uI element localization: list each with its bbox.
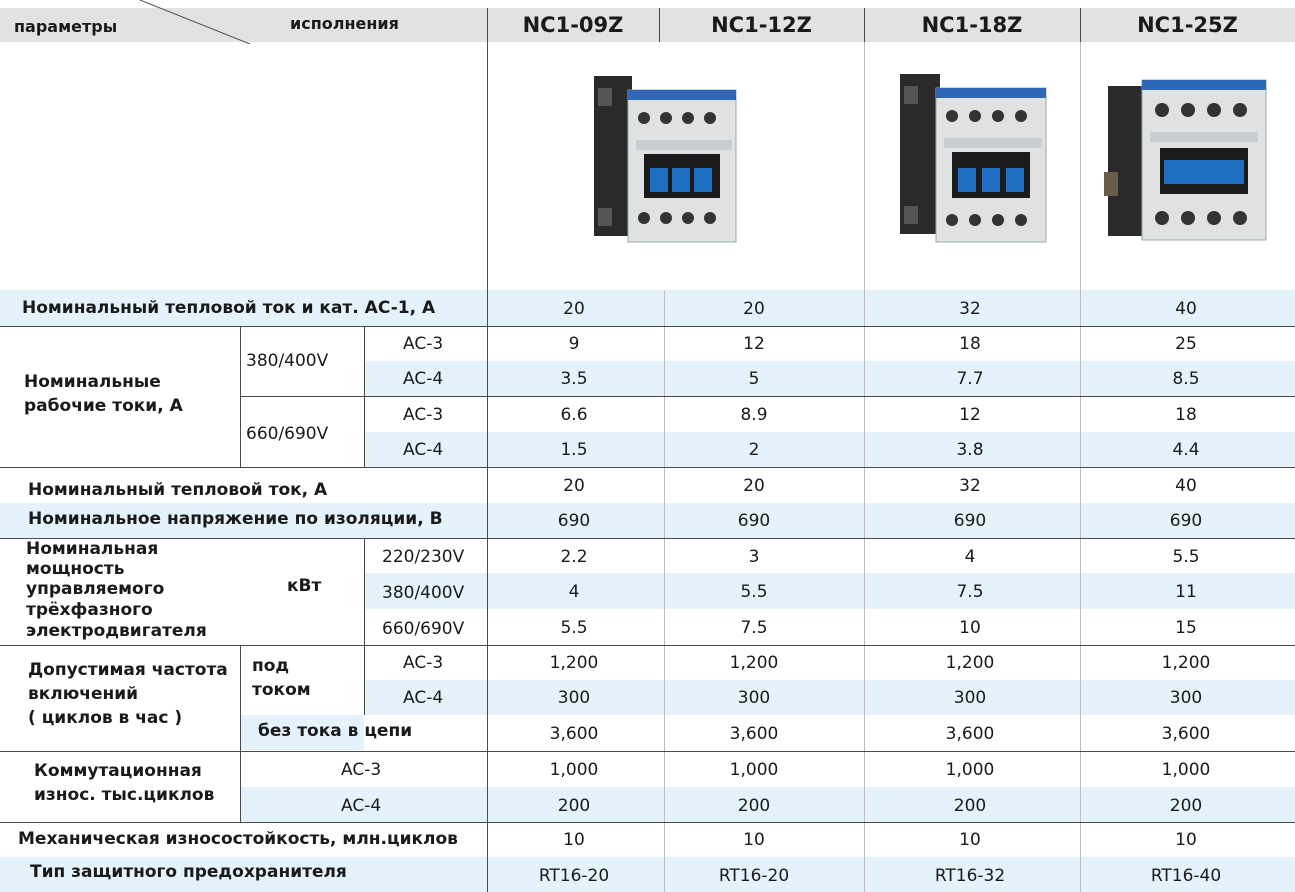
- model-name-nc1-18z: NC1-18Z: [921, 13, 1023, 37]
- cell: 5.5: [560, 618, 588, 638]
- row-label-switching: Коммутационная: [34, 761, 202, 781]
- row-label-working-currents: Номинальные: [24, 372, 161, 392]
- cell: 32: [959, 476, 981, 496]
- cell: 10: [563, 830, 585, 850]
- category-label: AC-3: [341, 760, 382, 780]
- header-divider: [659, 8, 660, 42]
- row-label-power: Номинальная: [26, 539, 159, 559]
- cell: 3: [748, 547, 760, 567]
- cell: 12: [743, 334, 765, 354]
- row-label-frequency: включений: [28, 684, 139, 704]
- group-separator: [0, 822, 1295, 823]
- sub-column-divider: [364, 538, 365, 645]
- cell: 10: [959, 830, 981, 850]
- row-label-working-currents-2: рабочие токи, A: [24, 396, 183, 416]
- cell: 20: [743, 299, 765, 319]
- voltage-label-380: 380/400V: [246, 351, 329, 371]
- row-label-thermal: Номинальный тепловой ток, A: [28, 480, 328, 500]
- cell: 690: [557, 511, 591, 531]
- cell: RT16-20: [538, 866, 610, 886]
- cell: 200: [557, 796, 591, 816]
- cell: 300: [737, 688, 771, 708]
- category-label: AC-4: [403, 688, 444, 708]
- sub-column-divider: [364, 645, 365, 715]
- cell: 15: [1175, 618, 1197, 638]
- cell: 2: [748, 440, 760, 460]
- header-divider: [487, 8, 488, 42]
- cell: 25: [1175, 334, 1197, 354]
- category-label: AC-3: [403, 334, 444, 354]
- cell: 690: [1169, 511, 1203, 531]
- cell: 3,600: [945, 724, 995, 744]
- group-separator: [240, 396, 1295, 397]
- cell: 12: [959, 405, 981, 425]
- contactor-image-nc1-09z: [580, 68, 740, 248]
- row-label-frequency: Допустимая частота: [28, 660, 228, 680]
- category-label: AC-4: [403, 440, 444, 460]
- cell: 300: [1169, 688, 1203, 708]
- group-separator: [0, 538, 1295, 539]
- voltage-label: 660/690V: [382, 619, 465, 639]
- voltage-label: 220/230V: [382, 547, 465, 567]
- cell: 6.6: [560, 405, 588, 425]
- row-label-mechanical: Механическая износостойкость, млн.циклов: [18, 829, 458, 849]
- cell: 18: [1175, 405, 1197, 425]
- cell: 5: [748, 369, 760, 389]
- header-divider: [1080, 8, 1081, 42]
- cell: 11: [1175, 582, 1197, 602]
- image-column-divider: [864, 42, 865, 290]
- header-divider: [864, 8, 865, 42]
- image-column-divider: [487, 42, 488, 290]
- under-load-label: током: [252, 680, 311, 700]
- sub-column-divider: [240, 326, 241, 467]
- cell: 200: [1169, 796, 1203, 816]
- cell: 690: [737, 511, 771, 531]
- contactor-image-nc1-25z: [1102, 72, 1272, 248]
- cell: 4.4: [1172, 440, 1200, 460]
- row-label-power: трёхфазного: [26, 600, 153, 620]
- cell: 3,600: [729, 724, 779, 744]
- no-current-label: без тока в цепи: [258, 721, 413, 741]
- cell: 300: [557, 688, 591, 708]
- row-label-thermal-ac1: Номинальный тепловой ток и кат. AC-1, A: [22, 298, 436, 318]
- cell: 7.5: [956, 582, 984, 602]
- cell: 1,000: [729, 760, 779, 780]
- group-separator: [0, 751, 1295, 752]
- group-separator: [0, 645, 1295, 646]
- sub-column-divider: [240, 645, 241, 751]
- group-separator: [0, 467, 1295, 468]
- power-unit-label: кВт: [287, 576, 322, 596]
- cell: 1,200: [1161, 653, 1211, 673]
- row-label-frequency: ( циклов в час ): [28, 708, 183, 728]
- cell: 1,200: [729, 653, 779, 673]
- voltage-label-660: 660/690V: [246, 424, 329, 444]
- cell: 1,200: [945, 653, 995, 673]
- sub-column-divider: [240, 751, 241, 822]
- cell: 1,000: [1161, 760, 1211, 780]
- cell: RT16-40: [1150, 866, 1222, 886]
- category-label: AC-4: [341, 796, 382, 816]
- cell: 1,000: [549, 760, 599, 780]
- cell: 7.5: [740, 618, 768, 638]
- cell: 4: [568, 582, 580, 602]
- category-label: AC-4: [403, 369, 444, 389]
- cell: RT16-20: [718, 866, 790, 886]
- image-column-divider: [1080, 42, 1081, 290]
- cell: 1,200: [549, 653, 599, 673]
- cell: 20: [743, 476, 765, 496]
- cell: 10: [743, 830, 765, 850]
- sub-column-divider: [364, 326, 365, 467]
- cell: 8.5: [1172, 369, 1200, 389]
- cell: 10: [1175, 830, 1197, 850]
- cell: 18: [959, 334, 981, 354]
- header-params-label: параметры: [14, 17, 118, 36]
- cell: 20: [563, 299, 585, 319]
- cell: 3.8: [956, 440, 984, 460]
- cell: 690: [953, 511, 987, 531]
- model-name-nc1-25z: NC1-25Z: [1137, 13, 1238, 37]
- cell: 300: [953, 688, 987, 708]
- cell: RT16-32: [934, 866, 1006, 886]
- cell: 2.2: [560, 547, 588, 567]
- row-label-switching-2: износ. тыс.циклов: [34, 785, 215, 805]
- cell: 32: [959, 299, 981, 319]
- cell: 3,600: [1161, 724, 1211, 744]
- cell: 7.7: [956, 369, 984, 389]
- cell: 3,600: [549, 724, 599, 744]
- under-load-label: под: [252, 656, 290, 676]
- cell: 5.5: [1172, 547, 1200, 567]
- model-name-nc1-09z: NC1-09Z: [522, 13, 624, 37]
- cell: 1.5: [560, 440, 588, 460]
- category-label: AC-3: [403, 653, 444, 673]
- cell: 40: [1175, 476, 1197, 496]
- voltage-label: 380/400V: [382, 583, 465, 603]
- cell: 5.5: [740, 582, 768, 602]
- row-label-power: мощность: [26, 559, 125, 579]
- row-label-insulation: Номинальное напряжение по изоляции, В: [28, 509, 443, 529]
- cell: 3.5: [560, 369, 588, 389]
- cell: 8.9: [740, 405, 768, 425]
- row-label-fuse: Тип защитного предохранителя: [30, 862, 347, 882]
- contactor-image-nc1-18z: [890, 68, 1050, 248]
- cell: 10: [959, 618, 981, 638]
- category-label: AC-3: [403, 405, 444, 425]
- header-versions-label: исполнения: [290, 14, 399, 33]
- cell: 40: [1175, 299, 1197, 319]
- row-label-power: электродвигателя: [26, 621, 207, 641]
- cell: 4: [964, 547, 976, 567]
- model-name-nc1-12z: NC1-12Z: [711, 13, 812, 37]
- cell: 200: [737, 796, 771, 816]
- row-label-power: управляемого: [26, 579, 165, 599]
- cell: 1,000: [945, 760, 995, 780]
- cell: 200: [953, 796, 987, 816]
- cell: 20: [563, 476, 585, 496]
- cell: 9: [568, 334, 580, 354]
- group-separator: [0, 326, 1295, 327]
